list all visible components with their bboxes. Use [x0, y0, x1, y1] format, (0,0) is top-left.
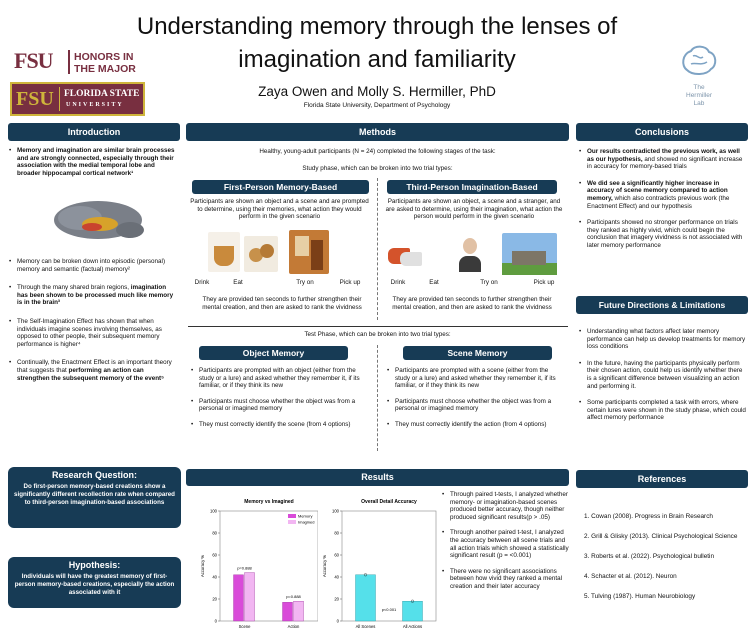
y-tick-label: 20 [212, 596, 217, 602]
brain-illustration-icon [40, 196, 162, 246]
affiliation: Florida State University, Department of Psychology [303, 102, 451, 109]
legend-swatch [288, 514, 296, 518]
x-tick-label: Scene [238, 624, 251, 629]
first-person-note: They are provided ten seconds to further strengthen their mental creation, and then are asked to rank the vividness [202, 296, 362, 311]
results-header: Results [186, 469, 569, 486]
fsu-university-logo [10, 82, 145, 116]
x-tick-label: Action [287, 624, 300, 629]
scene-bullet-2: • Participants must choose whether the object was from a personal or imagined memory [386, 398, 564, 413]
conclusions-header: Conclusions [576, 123, 748, 141]
first-person-text: Participants are shown an object and a scene and are prompted to determine, using their memories, what action they would perform in the given scenario [190, 198, 369, 221]
fp-label-drink: Drink [194, 279, 210, 286]
object-bullet-2: • Participants must choose whether the object was from a personal or imagined memory [190, 398, 368, 413]
results-bullet-1: • Through paired t-tests, I analyzed whether memory- or imagination-based scenes produced better accuracy, though neither produced significant results(p > .05) [441, 491, 571, 521]
research-question-text: Do first-person memory-based creations show a significantly different recollection rate when compared to third-person imagination-based associations [14, 483, 175, 506]
person-image [454, 234, 486, 274]
methods-header: Methods [186, 123, 569, 141]
y-tick-label: 100 [332, 508, 339, 514]
intro-bullet-1: • Memory and imagination are similar brain processes and are strongly connected, especially through their association with the medial temporal lobe and broader hippocampal cortical network¹ [8, 147, 176, 177]
title-line-1: Understanding memory through the lenses of [136, 13, 618, 40]
scene-memory-list [386, 367, 564, 438]
reference-item: 2. Grill & Glisky (2013). Clinical Psychological Science [584, 533, 738, 540]
reference-item: 1. Cowan (2008). Progress in Brain Research [584, 513, 713, 520]
tp-label-pickup: Pick up [533, 279, 555, 286]
bar-value [356, 575, 376, 621]
reference-item: 4. Schacter et al. (2012). Neuron [584, 573, 677, 580]
fp-label-tryon: Try on [296, 279, 314, 286]
object-bullet-3: • They must correctly identify the scene (from 4 options) [190, 421, 368, 429]
overall-accuracy-chart [318, 495, 440, 637]
y-tick-label: 60 [212, 552, 217, 558]
introduction-header: Introduction [8, 123, 180, 141]
hypothesis-text: Individuals will have the greatest memory of first-person memory-based creations, especially the action associated with it [14, 573, 175, 596]
honors-line-2: THE MAJOR [74, 63, 136, 75]
y-axis-label: Accuracy % [322, 554, 327, 578]
fsu-line-2: UNIVERSITY [66, 102, 124, 108]
future-list [578, 328, 746, 431]
research-question-box [8, 467, 181, 528]
y-tick-label: 100 [210, 508, 217, 514]
authors: Zaya Owen and Molly S. Hermiller, PhD [258, 84, 496, 99]
chart-title: Overall Detail Accuracy [361, 499, 417, 505]
conclusion-bullet-3: • Participants showed no stronger performance on trials they ranked as highly vivid, which could begin the conclusion that imagery vividness is not associated with later memory performance [578, 219, 746, 249]
methods-divider-2 [377, 345, 378, 451]
conclusion-bullet-2: • We did see a significantly higher increase in accuracy of scene memory compared to action memory, which also contradicts previous work (the Enactment Effect) and our hypothesis [578, 180, 746, 210]
scene-bullet-1: • Participants are prompted with a scene (either from the study or a lure) and asked whether they remember it, if its familiar, or if they think its new [386, 367, 564, 390]
introduction-list [8, 147, 176, 181]
third-person-header: Third-Person Imagination-Based [387, 180, 557, 194]
scene-bullet-3: • They must correctly identify the action (from 4 options) [386, 421, 564, 429]
tp-label-tryon: Try on [480, 279, 498, 286]
object-memory-list [190, 367, 368, 438]
hypothesis-box [8, 557, 181, 608]
legend-label: Imagined [298, 519, 315, 525]
y-tick-label: 40 [212, 574, 217, 580]
fsu-line-1: FLORIDA STATE [64, 89, 140, 99]
reference-item: 3. Roberts et al. (2022). Psychological bulletin [584, 553, 715, 560]
cookies-image [244, 236, 278, 272]
future-bullet-1: • Understanding what factors affect later memory performance can help us develop treatments for memory loss conditions [578, 328, 746, 351]
lab-line-1: The [693, 84, 705, 91]
future-header: Future Directions & Limitations [576, 296, 748, 314]
room-image [289, 230, 329, 274]
lab-line-3: Lab [693, 100, 705, 107]
fsu-monogram-2: FSU [16, 88, 54, 110]
third-person-text: Participants are shown an object, a scene and a stranger, and are asked to determine, using their imagination, what action the person would perform in the given scenario [385, 198, 563, 221]
y-tick-label: 40 [334, 574, 339, 580]
bar-value [403, 601, 423, 621]
bar-memory [234, 575, 244, 621]
conclusion-bullet-1: • Our results contradicted the previous work, as well as our hypothesis, and showed no significant increase in accuracy for memory-based trials [578, 148, 746, 171]
x-tick-label: All Actions [402, 624, 423, 629]
references-header: References [576, 470, 748, 488]
study-phase-label: Study phase, which can be broken into two trial types: [302, 165, 453, 172]
p-value-label: p=0.888 [237, 565, 252, 571]
first-person-header: First-Person Memory-Based [192, 180, 369, 194]
conclusions-list [578, 148, 746, 259]
x-tick-label: All Scenes [355, 624, 376, 629]
brain-image [40, 196, 162, 246]
methods-divider-1 [377, 178, 378, 320]
y-axis-label: Accuracy % [200, 554, 205, 578]
methods-separator [188, 326, 568, 327]
future-bullet-2: • In the future, having the participants physically perform their chosen action, could help us identify whether there is a significant difference between visualizing an action and performing it. [578, 360, 746, 390]
intro-bullet-4: • The Self-Imagination Effect has shown that when individuals imagine scenes involving themselves, as opposed to other people, their subsequent memory performance is higher⁴ [8, 318, 176, 348]
scene-memory-header: Scene Memory [403, 346, 552, 360]
results-bullet-3: • There were no significant associations between how vivid they ranked a mental creation and their later accuracy [441, 568, 571, 591]
results-bullet-2: • Through another paired t-test, I analyzed the accuracy between all scene trials and all action trials which showed a statistically significant result (p = <0.001) [441, 529, 571, 559]
object-memory-header: Object Memory [199, 346, 348, 360]
y-tick-label: 60 [334, 552, 339, 558]
legend-swatch [288, 520, 296, 524]
sneakers-image [386, 238, 424, 268]
results-list [441, 491, 571, 600]
chart-title: Memory vs Imagined [244, 499, 294, 505]
hypothesis-header: Hypothesis: [68, 560, 121, 570]
lab-line-2: Hermiller [686, 92, 712, 99]
introduction-list-2 [8, 258, 176, 391]
y-tick-label: 0 [336, 618, 339, 624]
p-value-label: p=0.888 [286, 594, 301, 600]
tea-image [208, 232, 240, 272]
fp-label-pickup: Pick up [339, 279, 361, 286]
fsu-honors-logo [14, 48, 140, 76]
y-tick-label: 80 [334, 530, 339, 536]
future-bullet-3: • Some participants completed a task with errors, where certain lures were shown in the study phase, which could affect memory performance [578, 399, 746, 422]
tp-label-eat: Eat [429, 279, 439, 286]
intro-bullet-3: • Through the many shared brain regions, imagination has been shown to be processed much like memory is in the brain³ [8, 284, 176, 307]
fsu-monogram: FSU [14, 48, 53, 73]
y-tick-label: 80 [212, 530, 217, 536]
y-tick-label: 20 [334, 596, 339, 602]
memory-vs-imagined-chart [196, 495, 322, 637]
brain-icon [679, 42, 719, 82]
honors-line-1: HONORS IN [74, 51, 134, 63]
references-list [584, 513, 744, 601]
test-phase-label: Test Phase, which can be broken into two trial types: [304, 331, 451, 338]
hermiller-lab-logo [664, 42, 734, 114]
reference-item: 5. Tulving (1987). Human Neurobiology [584, 593, 696, 600]
bar-imagined [294, 601, 304, 621]
intro-bullet-5: • Continually, the Enactment Effect is an important theory that suggests that performing an action can strengthen the subsequent memory of the event⁵ [8, 359, 176, 382]
object-bullet-1: • Participants are prompted with an object (either from the study or a lure) and asked whether they remember it, if its familiar, or if they think its new [190, 367, 368, 390]
bar-imagined [245, 573, 255, 621]
tp-label-drink: Drink [390, 279, 406, 286]
intro-bullet-2: • Memory can be broken down into episodic (personal) memory and semantic (factual) memory² [8, 258, 176, 273]
methods-intro: Healthy, young-adult participants (N = 24) completed the following stages of the task: [259, 148, 496, 155]
y-tick-label: 0 [214, 618, 217, 624]
stonehenge-image [502, 233, 557, 275]
research-question-header: Research Question: [51, 470, 138, 480]
bar-memory [283, 602, 293, 621]
legend-label: Memory [298, 513, 313, 519]
third-person-note: They are provided ten seconds to further strengthen their mental creation, and then are asked to rank the vividness [392, 296, 552, 311]
fp-label-eat: Eat [233, 279, 243, 286]
title-line-2: imagination and familiarity [238, 46, 516, 73]
p-value-label: p<0.001 [381, 606, 397, 612]
